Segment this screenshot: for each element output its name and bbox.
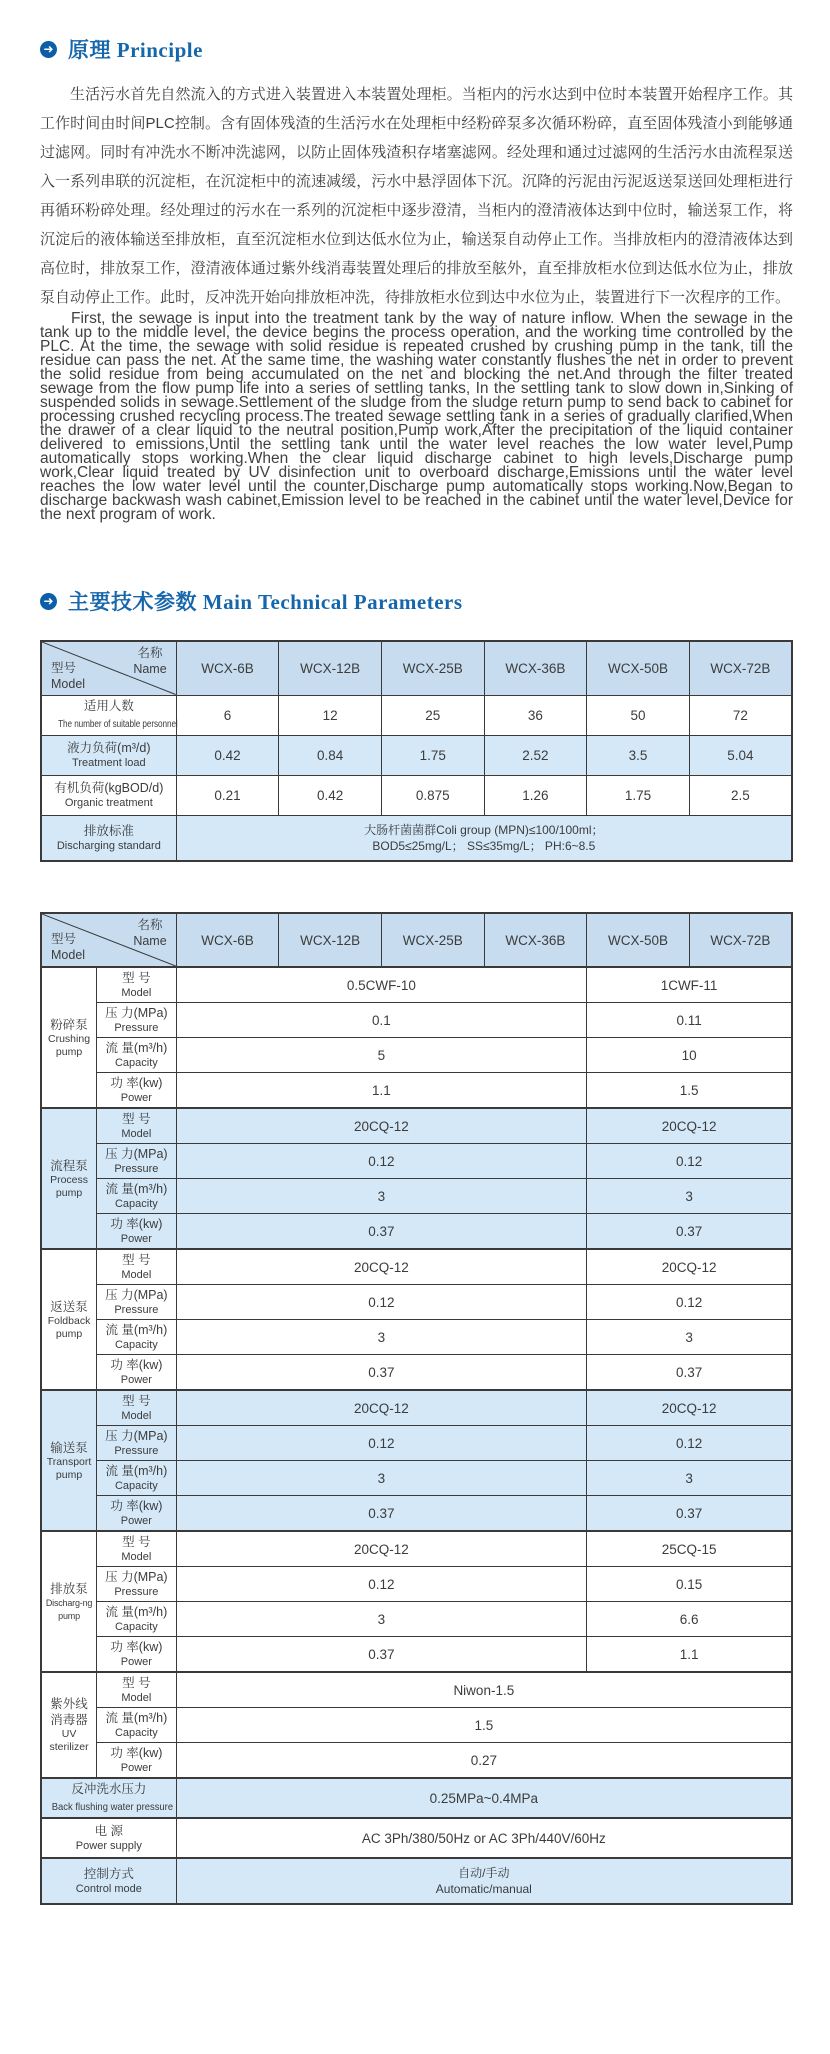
param-label-zh: 流 量(m³/h) (105, 1711, 168, 1725)
tech-params-table (40, 640, 793, 862)
param-label-en: Model (121, 1269, 152, 1281)
footer-value (176, 1858, 792, 1904)
param-label-pressure (97, 1003, 177, 1038)
group-label-crushing-pump (41, 967, 97, 1108)
param-value-large-models: 0.37 (587, 1214, 792, 1250)
model-header-wcx-12b: WCX-12B (279, 641, 382, 695)
param-label-power (97, 1073, 177, 1109)
param-label-zh: 流 量(m³/h) (105, 1182, 168, 1196)
footer-label-zh: 控制方式 (83, 1867, 134, 1881)
param-label-en: Model (121, 1410, 152, 1422)
param-label-en: Capacity (114, 1621, 158, 1633)
group-label-zh: 消毒器 (50, 1713, 88, 1727)
row-label-zh: 有机负荷(kgBOD/d) (54, 781, 164, 795)
param-value-small-models: 3 (176, 1179, 587, 1214)
group-label-zh: 输送泵 (50, 1440, 88, 1455)
arrow-circle-icon: ➜ (40, 41, 57, 58)
group-label-uv-sterilizer (41, 1672, 97, 1778)
parameters-heading (40, 586, 793, 616)
group-label-process-pump (41, 1108, 97, 1249)
param-label-zh: 功 率(kw) (110, 1499, 163, 1513)
footer-value: AC 3Ph/380/50Hz or AC 3Ph/440V/60Hz (176, 1818, 792, 1858)
param-label-zh: 型 号 (122, 1394, 151, 1408)
discharging-standard-value (176, 815, 792, 861)
param-label-capacity (97, 1320, 177, 1355)
param-value-small-models: 3 (176, 1602, 587, 1637)
param-value-small-models: 0.37 (176, 1637, 587, 1673)
group-label-discharging-pump (41, 1531, 97, 1672)
param-label-zh: 功 率(kw) (110, 1746, 163, 1760)
group-label-en: Discharg-ng pump (45, 1597, 93, 1621)
row-label-discharging-standard (41, 815, 176, 861)
param-label-model (97, 1531, 177, 1567)
cell-value: 0.42 (279, 775, 382, 815)
row-label-treatment-load (41, 735, 176, 775)
param-value-large-models: 3 (587, 1461, 792, 1496)
param-label-en: Power (120, 1515, 152, 1527)
param-label-model (97, 1672, 177, 1708)
param-value-small-models: 3 (176, 1320, 587, 1355)
parameters-heading-en: Main Technical Parameters (202, 590, 463, 614)
cell-value: 5.04 (689, 735, 792, 775)
param-value-large-models: 0.37 (587, 1355, 792, 1391)
param-label-zh: 功 率(kw) (110, 1640, 163, 1654)
model-header-wcx-50b: WCX-50B (587, 641, 690, 695)
cell-value: 1.26 (484, 775, 587, 815)
param-value-small-models: 0.12 (176, 1144, 587, 1179)
footer-value: 0.25MPa~0.4MPa (176, 1778, 792, 1818)
param-label-en: Pressure (114, 1163, 159, 1175)
param-label-en: Pressure (114, 1022, 159, 1034)
group-label-zh: 粉碎泵 (50, 1017, 88, 1032)
model-header-wcx-6b: WCX-6B (176, 641, 279, 695)
principle-heading-en: Principle (116, 38, 203, 62)
parameters-heading-text (68, 586, 463, 616)
group-label-zh: 紫外线 (50, 1697, 88, 1711)
row-label-en: Treatment load (72, 757, 146, 769)
param-label-en: Power (120, 1374, 152, 1386)
principle-paragraph-en: First, the sewage is input into the treatment tank by the way of nature inflow. When the sewage in the tank up to the middle level, the device begins the process operation, and the working time controlled by the PLC. At the time, the sewage with solid residue is repeated crushed by crushing pump in the tank, till the residue can pass the net. At the same time, the washing water constantly flushes the net in order to prevent the solid residue from being accumulated on the net and blocking the net.And through the filter treated sewage from the flow pump life into a series of settling tanks, In the settling tank to slow down in,Sinking of suspended solids in sewage.Settlement of the sludge from the sludge return pump to send back to cabinet for processing crushed recycling process.The treated sewage settling tank in a series of gradually clarified,When the drawer of a clear liquid to the neutral position,Pump work,After the precipitation of the liquid container delivered to emissions,Until the settling tank until the water level reaches the low water level,Pump automatically stops working.When the clear liquid discharge cabinet to high levels,Discharge pump work,Clear liquid treated by UV disinfection unit to overboard discharge,Emissions until the water level reaches the low water level until the counter,Discharge pump automatically stops working.Now,Began to discharge backwash wash cabinet,Emission level to be reached in the cabinet until the water level,Device for the next program of work. (40, 310, 793, 523)
row-label-en: The number of suitable personnel (58, 719, 178, 730)
param-label-zh: 压 力(MPa) (105, 1429, 168, 1443)
corner-name-label (133, 645, 166, 677)
corner-name-label (133, 917, 166, 949)
group-label-en: Foldback pump (47, 1314, 91, 1340)
parameters-heading-zh: 主要技术参数 (68, 590, 197, 614)
param-value-small-models: 0.5CWF-10 (176, 967, 587, 1003)
param-value-small-models: 20CQ-12 (176, 1390, 587, 1426)
param-label-pressure (97, 1144, 177, 1179)
model-header-wcx-6b: WCX-6B (176, 913, 279, 967)
corner-cell (41, 641, 176, 695)
param-value-small-models: 0.12 (176, 1426, 587, 1461)
row-label-zh: 适用人数 (83, 699, 134, 713)
cell-value: 0.42 (176, 735, 279, 775)
param-value-small-models: 0.37 (176, 1355, 587, 1391)
param-label-capacity (97, 1602, 177, 1637)
row-label-personnel (41, 695, 176, 735)
cell-value: 50 (587, 695, 690, 735)
param-label-capacity (97, 1038, 177, 1073)
param-value-large-models: 0.15 (587, 1567, 792, 1602)
param-value-large-models: 0.12 (587, 1144, 792, 1179)
footer-label-en: Power supply (75, 1840, 142, 1852)
param-label-capacity (97, 1179, 177, 1214)
param-label-power (97, 1743, 177, 1779)
corner-name-zh: 名称 (137, 918, 163, 932)
param-label-zh: 流 量(m³/h) (105, 1041, 168, 1055)
param-label-zh: 压 力(MPa) (105, 1288, 168, 1302)
cell-value: 1.75 (381, 735, 484, 775)
param-label-model (97, 1249, 177, 1285)
param-label-power (97, 1355, 177, 1391)
standard-line-2: BOD5≤25mg/L； SS≤35mg/L； PH:6~8.5 (372, 838, 596, 853)
control-mode-en: Automatic/manual (435, 1882, 532, 1896)
param-label-model (97, 1108, 177, 1144)
param-label-en: Power (120, 1233, 152, 1245)
principle-heading (40, 34, 793, 64)
model-header-wcx-12b: WCX-12B (279, 913, 382, 967)
param-value-small-models: 0.12 (176, 1567, 587, 1602)
param-label-en: Capacity (114, 1057, 158, 1069)
param-value-all-models: 1.5 (176, 1708, 792, 1743)
param-label-model (97, 1390, 177, 1426)
param-label-zh: 型 号 (122, 1253, 151, 1267)
param-label-zh: 型 号 (122, 1535, 151, 1549)
cell-value: 72 (689, 695, 792, 735)
cell-value: 0.84 (279, 735, 382, 775)
param-label-en: Pressure (114, 1586, 159, 1598)
param-label-en: Capacity (114, 1480, 158, 1492)
param-label-model (97, 967, 177, 1003)
param-label-zh: 功 率(kw) (110, 1217, 163, 1231)
cell-value: 2.5 (689, 775, 792, 815)
param-label-en: Model (121, 987, 152, 999)
param-label-power (97, 1496, 177, 1532)
standard-line-1: 大肠杆菌菌群Coli group (MPN)≤100/100ml； (364, 822, 604, 837)
corner-name-en: Name (133, 662, 167, 676)
corner-name-zh: 名称 (137, 646, 163, 660)
model-header-wcx-72b: WCX-72B (689, 913, 792, 967)
param-label-en: Pressure (114, 1445, 159, 1457)
param-value-large-models: 1.1 (587, 1637, 792, 1673)
corner-model-label (51, 931, 85, 963)
group-label-transport-pump (41, 1390, 97, 1531)
param-label-en: Power (120, 1092, 152, 1104)
param-value-large-models: 20CQ-12 (587, 1390, 792, 1426)
group-label-en: UV (61, 1728, 77, 1740)
row-label-en: Discharging standard (56, 839, 161, 852)
row-label-organic-treatment (41, 775, 176, 815)
param-label-capacity (97, 1708, 177, 1743)
param-value-small-models: 0.37 (176, 1214, 587, 1250)
corner-model-label (51, 660, 85, 692)
corner-model-en: Model (51, 948, 86, 962)
corner-model-en: Model (51, 676, 86, 691)
pump-specs-table (40, 912, 793, 1905)
param-label-en: Model (121, 1128, 152, 1140)
param-label-en: Pressure (114, 1304, 159, 1316)
footer-label-en: Back flushing water pressure (51, 1801, 174, 1813)
param-label-zh: 型 号 (122, 1676, 151, 1690)
corner-name-en: Name (133, 934, 167, 948)
param-label-pressure (97, 1567, 177, 1602)
footer-label-en: Control mode (75, 1883, 142, 1895)
principle-heading-text (68, 34, 203, 64)
footer-label-zh: 反冲洗水压力 (71, 1782, 147, 1796)
model-header-wcx-25b: WCX-25B (381, 641, 484, 695)
param-label-zh: 流 量(m³/h) (105, 1605, 168, 1619)
cell-value: 2.52 (484, 735, 587, 775)
cell-value: 25 (381, 695, 484, 735)
param-label-en: Model (121, 1551, 152, 1563)
cell-value: 6 (176, 695, 279, 735)
param-label-zh: 功 率(kw) (110, 1358, 163, 1372)
param-value-large-models: 10 (587, 1038, 792, 1073)
param-label-zh: 型 号 (122, 971, 151, 985)
param-label-power (97, 1637, 177, 1673)
param-label-zh: 压 力(MPa) (105, 1570, 168, 1584)
param-value-small-models: 0.1 (176, 1003, 587, 1038)
param-label-capacity (97, 1461, 177, 1496)
model-header-wcx-25b: WCX-25B (381, 913, 484, 967)
footer-label-power-supply (41, 1818, 176, 1858)
param-value-small-models: 20CQ-12 (176, 1531, 587, 1567)
model-header-wcx-36b: WCX-36B (484, 641, 587, 695)
group-label-zh: 流程泵 (50, 1158, 88, 1173)
row-label-zh: 液力负荷(m³/d) (67, 741, 151, 755)
cell-value: 12 (279, 695, 382, 735)
param-label-zh: 压 力(MPa) (105, 1147, 168, 1161)
param-value-large-models: 1CWF-11 (587, 967, 792, 1003)
param-value-large-models: 0.12 (587, 1285, 792, 1320)
param-label-en: Power (120, 1762, 152, 1774)
param-label-en: Capacity (114, 1339, 158, 1351)
principle-paragraph-zh: 生活污水首先自然流入的方式进入装置进入本装置处理柜。当柜内的污水达到中位时本装置开始程序工作。其工作时间由时间PLC控制。含有固体残渣的生活污水在处理柜中经粉碎泵多次循环粉碎，直至固体残渣小到能够通过滤网。同时有冲洗水不断冲洗滤网，以防止固体残渣积存堵塞滤网。经处理和通过过滤网的生活污水由流程泵送入一系列串联的沉淀柜，在沉淀柜中的流速减缓，污水中悬浮固体下沉。沉降的污泥由污泥返送泵送回处理柜进行再循环粉碎处理。经处理过的污水在一系列的沉淀柜中逐步澄清，当柜内的澄清液体达到中位时，输送泵工作，将沉淀后的液体输送至排放柜，直至沉淀柜水位到达低水位为止，输送泵自动停止工作。当排放柜内的澄清液体达到高位时，排放泵工作，澄清液体通过紫外线消毒装置处理后的排放至舷外，直至排放柜水位到达低水位为止，排放泵自动停止工作。此时，反冲洗开始向排放柜冲洗，待排放柜水位到达中水位为止，装置进行下一次程序的工作。 (40, 86, 793, 306)
corner-model-zh: 型号 (51, 932, 77, 946)
cell-value: 1.75 (587, 775, 690, 815)
param-label-power (97, 1214, 177, 1250)
group-label-zh: 返送泵 (50, 1299, 88, 1314)
group-label-en: Process pump (50, 1173, 88, 1199)
group-label-en: Transport pump (46, 1455, 92, 1481)
row-label-en: Organic treatment (64, 797, 153, 809)
param-value-large-models: 3 (587, 1179, 792, 1214)
param-value-small-models: 0.12 (176, 1285, 587, 1320)
param-label-pressure (97, 1285, 177, 1320)
param-value-large-models: 20CQ-12 (587, 1108, 792, 1144)
param-value-large-models: 1.5 (587, 1073, 792, 1109)
param-label-en: Capacity (114, 1727, 158, 1739)
param-value-large-models: 0.11 (587, 1003, 792, 1038)
control-mode-zh: 自动/手动 (458, 1866, 510, 1880)
corner-model-zh: 型号 (51, 660, 77, 675)
param-value-small-models: 3 (176, 1461, 587, 1496)
cell-value: 3.5 (587, 735, 690, 775)
principle-heading-zh: 原理 (68, 38, 111, 62)
param-label-en: Model (121, 1692, 152, 1704)
model-header-wcx-36b: WCX-36B (484, 913, 587, 967)
param-label-en: Power (120, 1656, 152, 1668)
group-label-foldback-pump (41, 1249, 97, 1390)
row-label-zh: 排放标准 (83, 823, 134, 838)
param-label-zh: 压 力(MPa) (105, 1006, 168, 1020)
param-value-all-models: Niwon-1.5 (176, 1672, 792, 1708)
param-label-zh: 功 率(kw) (110, 1076, 163, 1090)
corner-cell (41, 913, 176, 967)
param-value-large-models: 25CQ-15 (587, 1531, 792, 1567)
param-label-zh: 流 量(m³/h) (105, 1323, 168, 1337)
model-header-wcx-50b: WCX-50B (587, 913, 690, 967)
footer-label-zh: 电 源 (94, 1824, 124, 1838)
arrow-circle-icon: ➜ (40, 593, 57, 610)
cell-value: 0.875 (381, 775, 484, 815)
param-value-large-models: 3 (587, 1320, 792, 1355)
param-value-small-models: 1.1 (176, 1073, 587, 1109)
cell-value: 0.21 (176, 775, 279, 815)
footer-label-back-flushing (41, 1778, 176, 1818)
group-label-zh: 排放泵 (50, 1581, 88, 1596)
param-value-small-models: 0.37 (176, 1496, 587, 1532)
param-label-zh: 流 量(m³/h) (105, 1464, 168, 1478)
model-header-wcx-72b: WCX-72B (689, 641, 792, 695)
param-value-large-models: 0.12 (587, 1426, 792, 1461)
cell-value: 36 (484, 695, 587, 735)
param-label-zh: 型 号 (122, 1112, 151, 1126)
group-label-en: Crushing pump (48, 1032, 91, 1058)
param-value-small-models: 20CQ-12 (176, 1249, 587, 1285)
footer-label-control-mode (41, 1858, 176, 1904)
param-value-large-models: 20CQ-12 (587, 1249, 792, 1285)
param-label-pressure (97, 1426, 177, 1461)
param-value-all-models: 0.27 (176, 1743, 792, 1779)
param-value-large-models: 6.6 (587, 1602, 792, 1637)
param-label-en: Capacity (114, 1198, 158, 1210)
param-value-small-models: 20CQ-12 (176, 1108, 587, 1144)
param-value-small-models: 5 (176, 1038, 587, 1073)
param-value-large-models: 0.37 (587, 1496, 792, 1532)
group-label-en: sterilizer (49, 1741, 89, 1753)
